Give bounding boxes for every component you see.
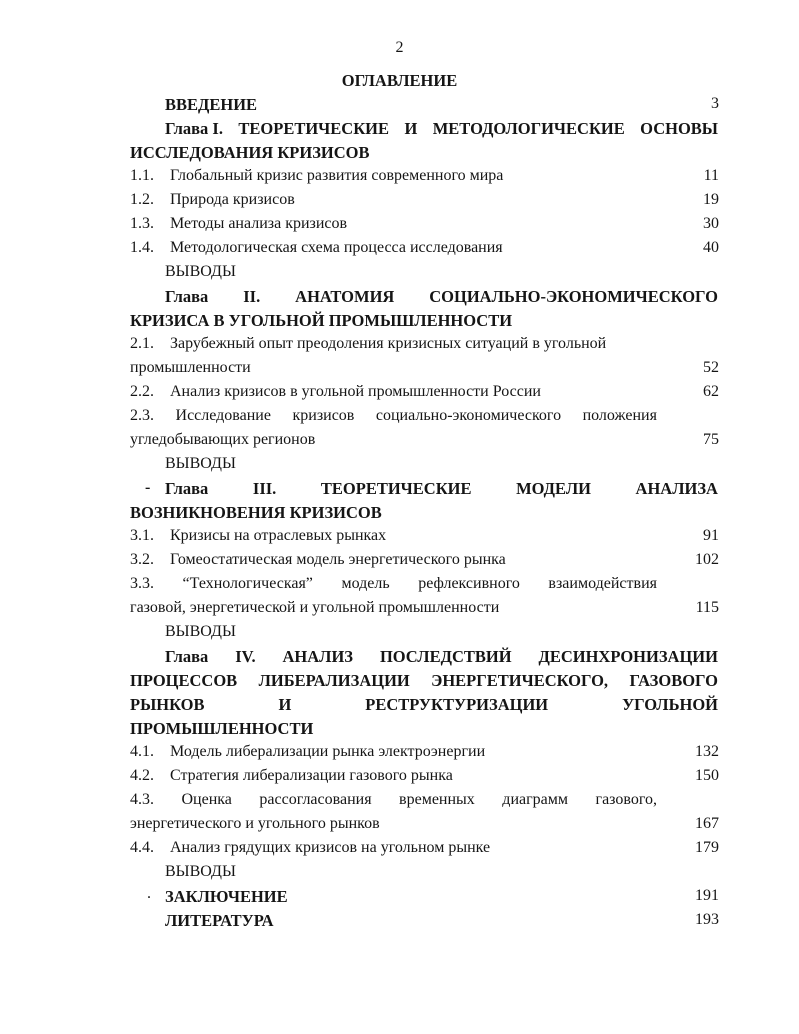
word: 4.3.	[130, 791, 154, 808]
word: МОДЕЛИ	[516, 479, 591, 498]
section-title: Зарубежный опыт преодоления кризисных ситуаций в угольной	[170, 335, 607, 352]
word: Глава	[165, 479, 209, 498]
word: временных	[399, 791, 475, 808]
page-ref-literature: 193	[695, 911, 719, 928]
chapter-1-title-line1	[165, 118, 718, 140]
chapter-3-title-line2: ВОЗНИКНОВЕНИЯ КРИЗИСОВ	[130, 503, 382, 522]
page-ref-1-1: 11	[703, 167, 719, 184]
toc-heading: ОГЛАВЛЕНИЕ	[341, 71, 458, 90]
word: И	[404, 119, 418, 138]
page-ref-1-2: 19	[703, 191, 719, 208]
section-title: Анализ грядущих кризисов на угольном рынке	[170, 839, 491, 856]
word: ГАЗОВОГО	[629, 671, 718, 690]
toc-entry-1-4	[130, 238, 503, 258]
section-number: 2.1.	[130, 335, 154, 352]
section-number: 3.1.	[130, 527, 154, 544]
chapter-1-title-line2: ИССЛЕДОВАНИЯ КРИЗИСОВ	[130, 143, 370, 162]
chapter-2-title-line1	[165, 286, 718, 308]
page-ref-3-2: 102	[695, 551, 719, 568]
stray-dot-mark: .	[147, 885, 151, 902]
section-number: 4.1.	[130, 743, 154, 760]
page-ref-4-3: 167	[695, 815, 719, 832]
word: кризисов	[292, 407, 355, 424]
toc-entry-2-3-cont: угледобывающих регионов	[130, 431, 316, 448]
chapter-4-conclusions: ВЫВОДЫ	[165, 863, 236, 880]
page-ref-3-1: 91	[703, 527, 719, 544]
page-ref-introduction: 3	[711, 95, 719, 112]
stray-dash-mark: -	[145, 479, 151, 496]
page-ref-2-1: 52	[703, 359, 719, 376]
section-title: Анализ кризисов в угольной промышленности России	[170, 383, 541, 400]
word: ЛИБЕРАЛИЗАЦИИ	[258, 671, 410, 690]
word: диаграмм	[502, 791, 569, 808]
toc-entry-3-1	[130, 526, 386, 546]
word: СОЦИАЛЬНО-ЭКОНОМИЧЕСКОГО	[429, 287, 718, 306]
chapter-4-title-line3	[130, 694, 718, 716]
toc-entry-2-1	[130, 334, 606, 354]
word: АНАЛИЗ	[282, 647, 354, 666]
word: взаимодействия	[548, 575, 657, 592]
toc-entry-1-2	[130, 190, 295, 210]
word: II.	[243, 287, 261, 306]
toc-entry-3-3	[130, 574, 657, 594]
word: Глава	[165, 647, 209, 666]
chapter-4-title-line4: ПРОМЫШЛЕННОСТИ	[130, 719, 314, 738]
word: ТЕОРЕТИЧЕСКИЕ	[238, 119, 390, 138]
page-number: 2	[395, 39, 404, 56]
word: РЫНКОВ	[130, 695, 205, 714]
section-number: 4.2.	[130, 767, 154, 784]
page-ref-1-3: 30	[703, 215, 719, 232]
word: ТЕОРЕТИЧЕСКИЕ	[320, 479, 472, 498]
page-ref-2-3: 75	[703, 431, 719, 448]
page-ref-1-4: 40	[703, 239, 719, 256]
word: социально-экономического	[375, 407, 562, 424]
chapter-4-title-line1	[165, 646, 718, 668]
word: IV.	[235, 647, 256, 666]
word: 3.3.	[130, 575, 154, 592]
section-number: 1.1.	[130, 167, 154, 184]
word: положения	[582, 407, 657, 424]
word: III.	[252, 479, 277, 498]
chapter-1-conclusions: ВЫВОДЫ	[165, 263, 236, 280]
section-title: Модель либерализации рынка электроэнергии	[170, 743, 486, 760]
word: ПРОЦЕССОВ	[130, 671, 238, 690]
word: 2.3.	[130, 407, 154, 424]
word: Глава I.	[165, 119, 223, 138]
section-title: Кризисы на отраслевых рынках	[170, 527, 387, 544]
section-title: Глобальный кризис развития современного мира	[170, 167, 504, 184]
section-number: 1.2.	[130, 191, 154, 208]
page-ref-2-2: 62	[703, 383, 719, 400]
section-title: Методологическая схема процесса исследования	[170, 239, 503, 256]
toc-entry-4-1	[130, 742, 485, 762]
toc-entry-introduction: ВВЕДЕНИЕ	[165, 95, 258, 114]
toc-entry-3-3-cont: газовой, энергетической и угольной промышленности	[130, 599, 500, 616]
word: Исследование	[175, 407, 271, 424]
section-title: Гомеостатическая модель энергетического рынка	[170, 551, 506, 568]
page-ref-4-2: 150	[695, 767, 719, 784]
section-title: Методы анализа кризисов	[170, 215, 348, 232]
page-ref-4-1: 132	[695, 743, 719, 760]
word: АНАЛИЗА	[635, 479, 718, 498]
word: рефлексивного	[418, 575, 520, 592]
word: рассогласования	[259, 791, 372, 808]
toc-entry-4-3-cont: энергетического и угольного рынков	[130, 815, 380, 832]
toc-entry-3-2	[130, 550, 506, 570]
section-title: Стратегия либерализации газового рынка	[170, 767, 453, 784]
toc-entry-4-4	[130, 838, 490, 858]
section-number: 3.2.	[130, 551, 154, 568]
section-number: 1.4.	[130, 239, 154, 256]
word: ПОСЛЕДСТВИЙ	[379, 647, 512, 666]
toc-entry-2-2	[130, 382, 541, 402]
chapter-2-title-line2: КРИЗИСА В УГОЛЬНОЙ ПРОМЫШЛЕННОСТИ	[130, 311, 513, 330]
word: ОСНОВЫ	[640, 119, 718, 138]
toc-entry-conclusion: ЗАКЛЮЧЕНИЕ	[165, 887, 288, 906]
word: ЭНЕРГЕТИЧЕСКОГО,	[431, 671, 609, 690]
word: И	[278, 695, 292, 714]
word: ДЕСИНХРОНИЗАЦИИ	[538, 647, 718, 666]
chapter-2-conclusions: ВЫВОДЫ	[165, 455, 236, 472]
section-title: Природа кризисов	[170, 191, 295, 208]
chapter-4-title-line2	[130, 670, 718, 692]
section-number: 1.3.	[130, 215, 154, 232]
toc-entry-4-3	[130, 790, 657, 810]
toc-entry-2-1-cont: промышленности	[130, 359, 251, 376]
word: модель	[341, 575, 390, 592]
word: Глава	[165, 287, 209, 306]
chapter-3-title-line1	[165, 478, 718, 500]
word: РЕСТРУКТУРИЗАЦИИ	[365, 695, 549, 714]
page-ref-conclusion: 191	[695, 887, 719, 904]
toc-entry-literature: ЛИТЕРАТУРА	[165, 911, 274, 930]
word: АНАТОМИЯ	[295, 287, 395, 306]
page-ref-3-3: 115	[695, 599, 719, 616]
word: газового,	[595, 791, 657, 808]
word: МЕТОДОЛОГИЧЕСКИЕ	[432, 119, 625, 138]
section-number: 2.2.	[130, 383, 154, 400]
toc-entry-4-2	[130, 766, 453, 786]
section-number: 4.4.	[130, 839, 154, 856]
word: Оценка	[181, 791, 232, 808]
page-ref-4-4: 179	[695, 839, 719, 856]
toc-entry-1-1	[130, 166, 503, 186]
toc-entry-2-3	[130, 406, 657, 426]
word: “Технологическая”	[182, 575, 313, 592]
word: УГОЛЬНОЙ	[622, 695, 718, 714]
chapter-3-conclusions: ВЫВОДЫ	[165, 623, 236, 640]
toc-entry-1-3	[130, 214, 347, 234]
